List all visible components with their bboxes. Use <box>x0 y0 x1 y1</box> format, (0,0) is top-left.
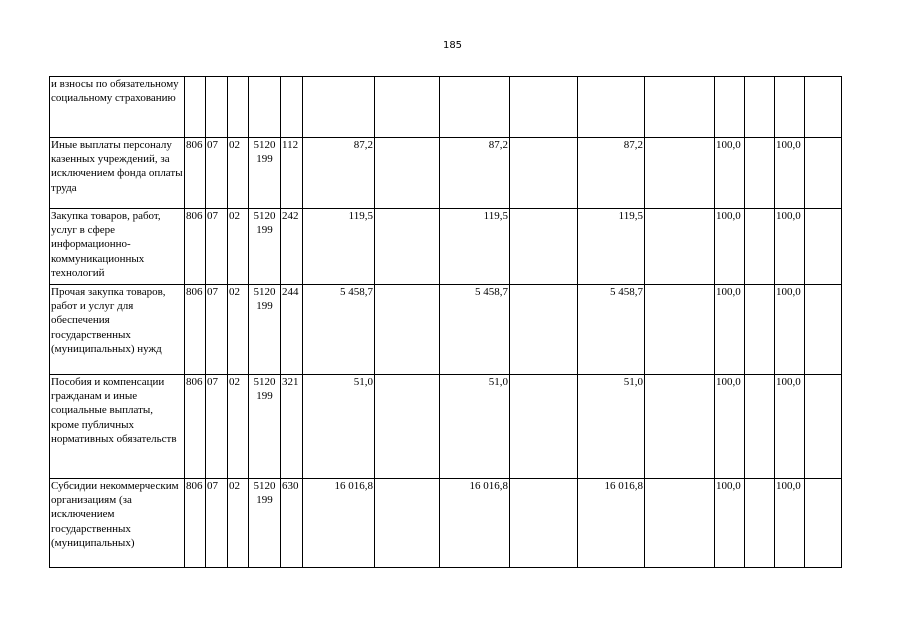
cell-csr: 5120 199 <box>249 209 281 285</box>
cell-v2: 119,5 <box>440 209 510 285</box>
cell-empty <box>510 138 578 209</box>
cell-pr: 02 <box>228 375 249 479</box>
cell-csr <box>249 77 281 138</box>
cell-csr: 5120 199 <box>249 285 281 375</box>
cell-pr: 02 <box>228 479 249 568</box>
cell-empty <box>645 285 715 375</box>
cell-v3: 87,2 <box>578 138 645 209</box>
cell-pr: 02 <box>228 209 249 285</box>
cell-empty <box>510 479 578 568</box>
cell-empty <box>510 285 578 375</box>
cell-v3: 51,0 <box>578 375 645 479</box>
cell-empty <box>645 77 715 138</box>
cell-ved: 806 <box>185 138 206 209</box>
cell-empty <box>375 285 440 375</box>
cell-name: Прочая закупка товаров, работ и услуг для обеспечения государственных (муниципальных) нужд <box>50 285 185 375</box>
cell-name: Субсидии некоммерческим организациям (за исключением государственных (муниципальных) <box>50 479 185 568</box>
cell-v1 <box>303 77 375 138</box>
cell-name: Пособия и компенсации гражданам и иные социальные выплаты, кроме публичных нормативных обязательств <box>50 375 185 479</box>
cell-ved: 806 <box>185 285 206 375</box>
cell-name: Закупка товаров, работ, услуг в сфере информационно-коммуникационных технологий <box>50 209 185 285</box>
cell-empty <box>645 479 715 568</box>
cell-empty <box>805 375 842 479</box>
cell-v3: 5 458,7 <box>578 285 645 375</box>
cell-p1: 100,0 <box>715 138 745 209</box>
cell-empty <box>805 209 842 285</box>
cell-p2: 100,0 <box>775 138 805 209</box>
cell-empty <box>510 209 578 285</box>
cell-p2: 100,0 <box>775 285 805 375</box>
cell-empty <box>805 77 842 138</box>
cell-empty <box>745 285 775 375</box>
cell-v1: 16 016,8 <box>303 479 375 568</box>
cell-empty <box>375 375 440 479</box>
cell-v2: 16 016,8 <box>440 479 510 568</box>
cell-empty <box>375 77 440 138</box>
cell-ved: 806 <box>185 375 206 479</box>
cell-empty <box>805 479 842 568</box>
cell-csr: 5120 199 <box>249 375 281 479</box>
cell-empty <box>745 479 775 568</box>
cell-ved: 806 <box>185 479 206 568</box>
cell-empty <box>745 209 775 285</box>
cell-rz: 07 <box>206 138 228 209</box>
cell-vr: 112 <box>281 138 303 209</box>
table-row <box>50 138 842 209</box>
cell-pr: 02 <box>228 285 249 375</box>
cell-empty <box>745 375 775 479</box>
table-row <box>50 77 842 138</box>
cell-p1 <box>715 77 745 138</box>
cell-p2 <box>775 77 805 138</box>
cell-empty <box>805 285 842 375</box>
cell-v2 <box>440 77 510 138</box>
cell-rz: 07 <box>206 285 228 375</box>
cell-rz <box>206 77 228 138</box>
cell-empty <box>645 209 715 285</box>
cell-vr: 630 <box>281 479 303 568</box>
cell-p2: 100,0 <box>775 375 805 479</box>
cell-empty <box>375 479 440 568</box>
cell-p1: 100,0 <box>715 209 745 285</box>
cell-empty <box>375 138 440 209</box>
cell-empty <box>745 138 775 209</box>
cell-p1: 100,0 <box>715 285 745 375</box>
table-body <box>50 77 842 568</box>
page-number: 185 <box>442 40 463 51</box>
cell-empty <box>745 77 775 138</box>
cell-pr: 02 <box>228 138 249 209</box>
cell-v3: 119,5 <box>578 209 645 285</box>
cell-v2: 51,0 <box>440 375 510 479</box>
cell-v2: 87,2 <box>440 138 510 209</box>
cell-v1: 51,0 <box>303 375 375 479</box>
cell-empty <box>645 375 715 479</box>
cell-ved <box>185 77 206 138</box>
table-row <box>50 285 842 375</box>
cell-v1: 87,2 <box>303 138 375 209</box>
cell-empty <box>805 138 842 209</box>
cell-vr <box>281 77 303 138</box>
cell-rz: 07 <box>206 375 228 479</box>
cell-empty <box>375 209 440 285</box>
cell-rz: 07 <box>206 209 228 285</box>
cell-v2: 5 458,7 <box>440 285 510 375</box>
table-row <box>50 375 842 479</box>
budget-table <box>49 76 842 568</box>
cell-pr <box>228 77 249 138</box>
cell-ved: 806 <box>185 209 206 285</box>
cell-rz: 07 <box>206 479 228 568</box>
cell-v1: 5 458,7 <box>303 285 375 375</box>
cell-v1: 119,5 <box>303 209 375 285</box>
cell-vr: 244 <box>281 285 303 375</box>
table-row <box>50 209 842 285</box>
cell-empty <box>510 77 578 138</box>
cell-name: и взносы по обязательному социальному страхованию <box>50 77 185 138</box>
cell-v3: 16 016,8 <box>578 479 645 568</box>
cell-vr: 321 <box>281 375 303 479</box>
cell-csr: 5120 199 <box>249 479 281 568</box>
cell-p1: 100,0 <box>715 375 745 479</box>
cell-empty <box>510 375 578 479</box>
cell-csr: 5120 199 <box>249 138 281 209</box>
cell-name: Иные выплаты персоналу казенных учреждений, за исключением фонда оплаты труда <box>50 138 185 209</box>
table-row <box>50 479 842 568</box>
cell-p2: 100,0 <box>775 209 805 285</box>
cell-v3 <box>578 77 645 138</box>
cell-vr: 242 <box>281 209 303 285</box>
cell-p2: 100,0 <box>775 479 805 568</box>
cell-empty <box>645 138 715 209</box>
cell-p1: 100,0 <box>715 479 745 568</box>
